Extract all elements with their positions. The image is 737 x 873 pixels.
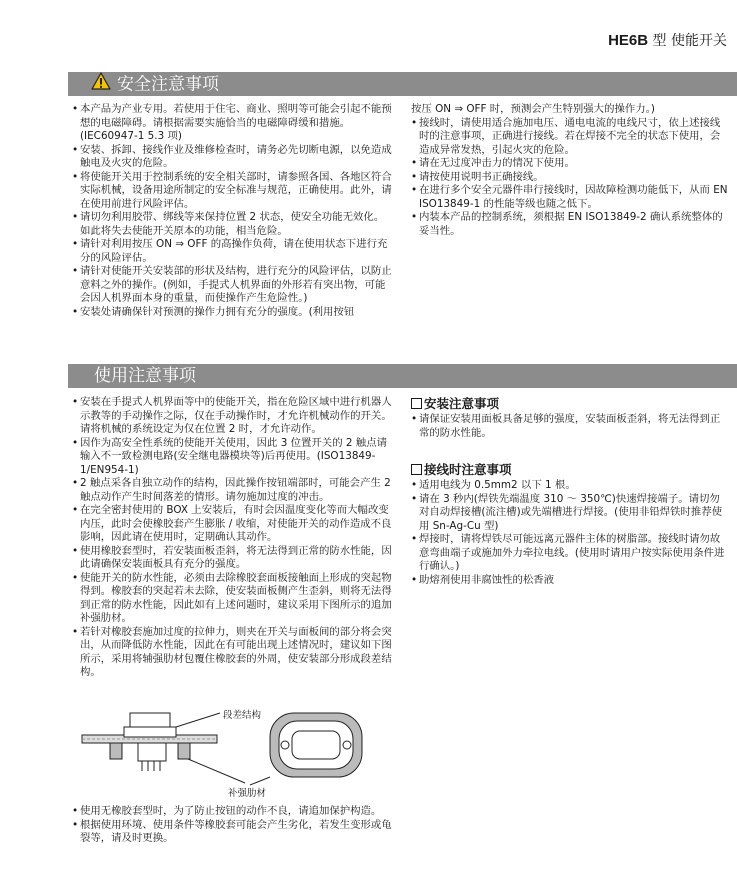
list-item: • 请在无过度冲击力的情况下使用。 <box>411 157 729 171</box>
step-structure-label: 段差结构 <box>223 710 262 721</box>
safety-left-column <box>72 103 392 319</box>
list-item: • 因作为高安全性系统的使能开关使用，因此 3 位置开关的 2 触点请输入不一致检测电路(安全继电器模块等)后再使用。(ISO13849-1/EN954-1) <box>72 437 392 478</box>
page-header <box>608 30 727 50</box>
list-item: • 请在 3 秒内(焊铁先端温度 310 ～ 350℃)快速焊接端子。请切勿对自动焊接槽(流注槽)或先端槽进行焊接。(使用非铅焊铁时推荐使用 Sn-Ag-Cu 型) <box>411 493 729 534</box>
list-item: • 若针对橡胶套施加过度的拉伸力，则夹在开关与面板间的部分将会突出，从而降低防水性能，因此在有可能出现上述情况时，建议如下图所示，采用将辅强肋材包覆住橡胶套的外周，使安装部分形成段差结构。 <box>72 626 392 680</box>
checkbox-square-icon <box>411 464 422 475</box>
list-item: • 接线时，请使用适合施加电压、通电电流的电线尺寸，依上述接线时的注意事项，正确进行接线。若在焊接不完全的状态下使用，会造成异常发热，引起火灾的危险。 <box>411 117 729 158</box>
checkbox-square-icon <box>411 398 422 409</box>
list-item: • 使能开关的防水性能，必须由去除橡胶套面板接触面上形成的突起物得到。橡胶套的突起若未去除，使安装面板侧产生歪斜，则将无法得到正常的防水性能，因此如有上述问题时，建议采用下图所示的追加补强肋材。 <box>72 572 392 626</box>
safety-section-title: 安全注意事项 <box>117 74 219 95</box>
list-item: • 适用电线为 0.5mm2 以下 1 根。 <box>411 479 729 493</box>
list-item: • 2 触点采各自独立动作的结构，因此操作按钮端部时，可能会产生 2 触点动作产生时间落差的情形。请勿施加过度的冲击。 <box>72 477 392 504</box>
list-item: • 使用橡胶套型时，若安装面板歪斜，将无法得到正常的防水性能，因此请确保安装面板具有充分的强度。 <box>72 545 392 572</box>
usage-right-column <box>411 396 729 587</box>
list-item: • 请针对利用按压 ON ⇒ OFF 的高操作负荷，请在使用状态下进行充分的风险评估。 <box>72 238 392 265</box>
list-item: • 根据使用环境、使用条件等橡胶套可能会产生劣化，若发生变形或龟裂等，请及时更换。 <box>72 819 392 846</box>
boot-top-view <box>250 713 362 785</box>
safety-right-column <box>411 103 729 238</box>
list-item: • 安装在手提式人机界面等中的使能开关，指在危险区域中进行机器人示教等的手动操作之际，仅在手动操作时，才允许机械动作的开关。请将机械的系统设定为仅在位置 2 时，才允许动作。 <box>72 396 392 437</box>
model-name: HE6B <box>608 32 649 49</box>
list-item: • 请按使用说明书正确接线。 <box>411 171 729 185</box>
list-item: • 请针对使能开关安装部的形状及结构，进行充分的风险评估，以防止意料之外的操作。(例如，手提式人机界面的外形若有突出物，可能会因人机界面本身的重量，而使操作产生危险性。) <box>72 265 392 306</box>
list-item: • 在完全密封使用的 BOX 上安装后，有时会因温度变化等而大幅改变内压，此时会使橡胶套产生膨胀 / 收缩，对使能开关的动作造成不良影响，因此请在使用时，定期确认其动作。 <box>72 504 392 545</box>
list-item: • 请切勿利用胶带、绑线等来保持位置 2 状态，使安全功能无效化。如此将失去使能开关原本的功能，相当危险。 <box>72 211 392 238</box>
list-item: • 内装本产品的控制系统，须根据 EN ISO13849-2 确认系统整体的妥当性。 <box>411 211 729 238</box>
list-item: • 本产品为产业专用。若使用于住宅、商业、照明等可能会引起不能预想的电磁障碍。请根据需要实施恰当的电磁障碍缓和措施。(IEC60947-1 5.3 项) <box>72 103 392 144</box>
usage-section-title: 使用注意事项 <box>94 366 196 386</box>
install-heading: 安装注意事项 <box>411 396 729 411</box>
rib-label: 补强肋材 <box>228 788 267 799</box>
rib-diagram <box>80 705 370 797</box>
wiring-heading: 接线时注意事项 <box>411 462 729 477</box>
list-item: • 安装处请确保针对预测的操作力拥有充分的强度。(利用按钮 <box>72 306 392 320</box>
list-item: • 使用无橡胶套型时，为了防止按钮的动作不良，请追加保护构造。 <box>72 805 392 819</box>
usage-left-column-after <box>72 805 392 846</box>
list-item: • 在进行多个安全元器件串行接线时，因故障检测功能低下，从而 EN ISO13849-1 的性能等级也随之低下。 <box>411 184 729 211</box>
usage-section-header <box>68 364 737 388</box>
page-title: 型 使能开关 <box>648 33 727 49</box>
warning-icon <box>91 72 111 97</box>
safety-section-header <box>68 72 737 96</box>
usage-left-column <box>72 396 392 680</box>
switch-cross-section <box>82 713 245 783</box>
list-item: • 安装、拆卸、接线作业及维修检查时，请务必先切断电源，以免造成触电及火灾的危险。 <box>72 144 392 171</box>
list-item-continuation: 按压 ON ⇒ OFF 时，预测会产生特别强大的操作力。) <box>411 103 655 115</box>
list-item: • 请保证安装用面板具备足够的强度，安装面板歪斜，将无法得到正常的防水性能。 <box>411 413 729 440</box>
list-item: • 将使能开关用于控制系统的安全相关部时，请参照各国、各地区符合实际机械，设备用途所制定的安全标准与规范，正确使用。此外，请在使用前进行风险评估。 <box>72 171 392 212</box>
list-item: • 助熔剂使用非腐蚀性的松香液 <box>411 574 729 588</box>
list-item: • 焊接时，请将焊铁尽可能远离元器件主体的树脂部。接线时请勿故意弯曲端子或施加外力牵拉电线。(使用时请用户按实际使用条件进行确认。) <box>411 533 729 574</box>
